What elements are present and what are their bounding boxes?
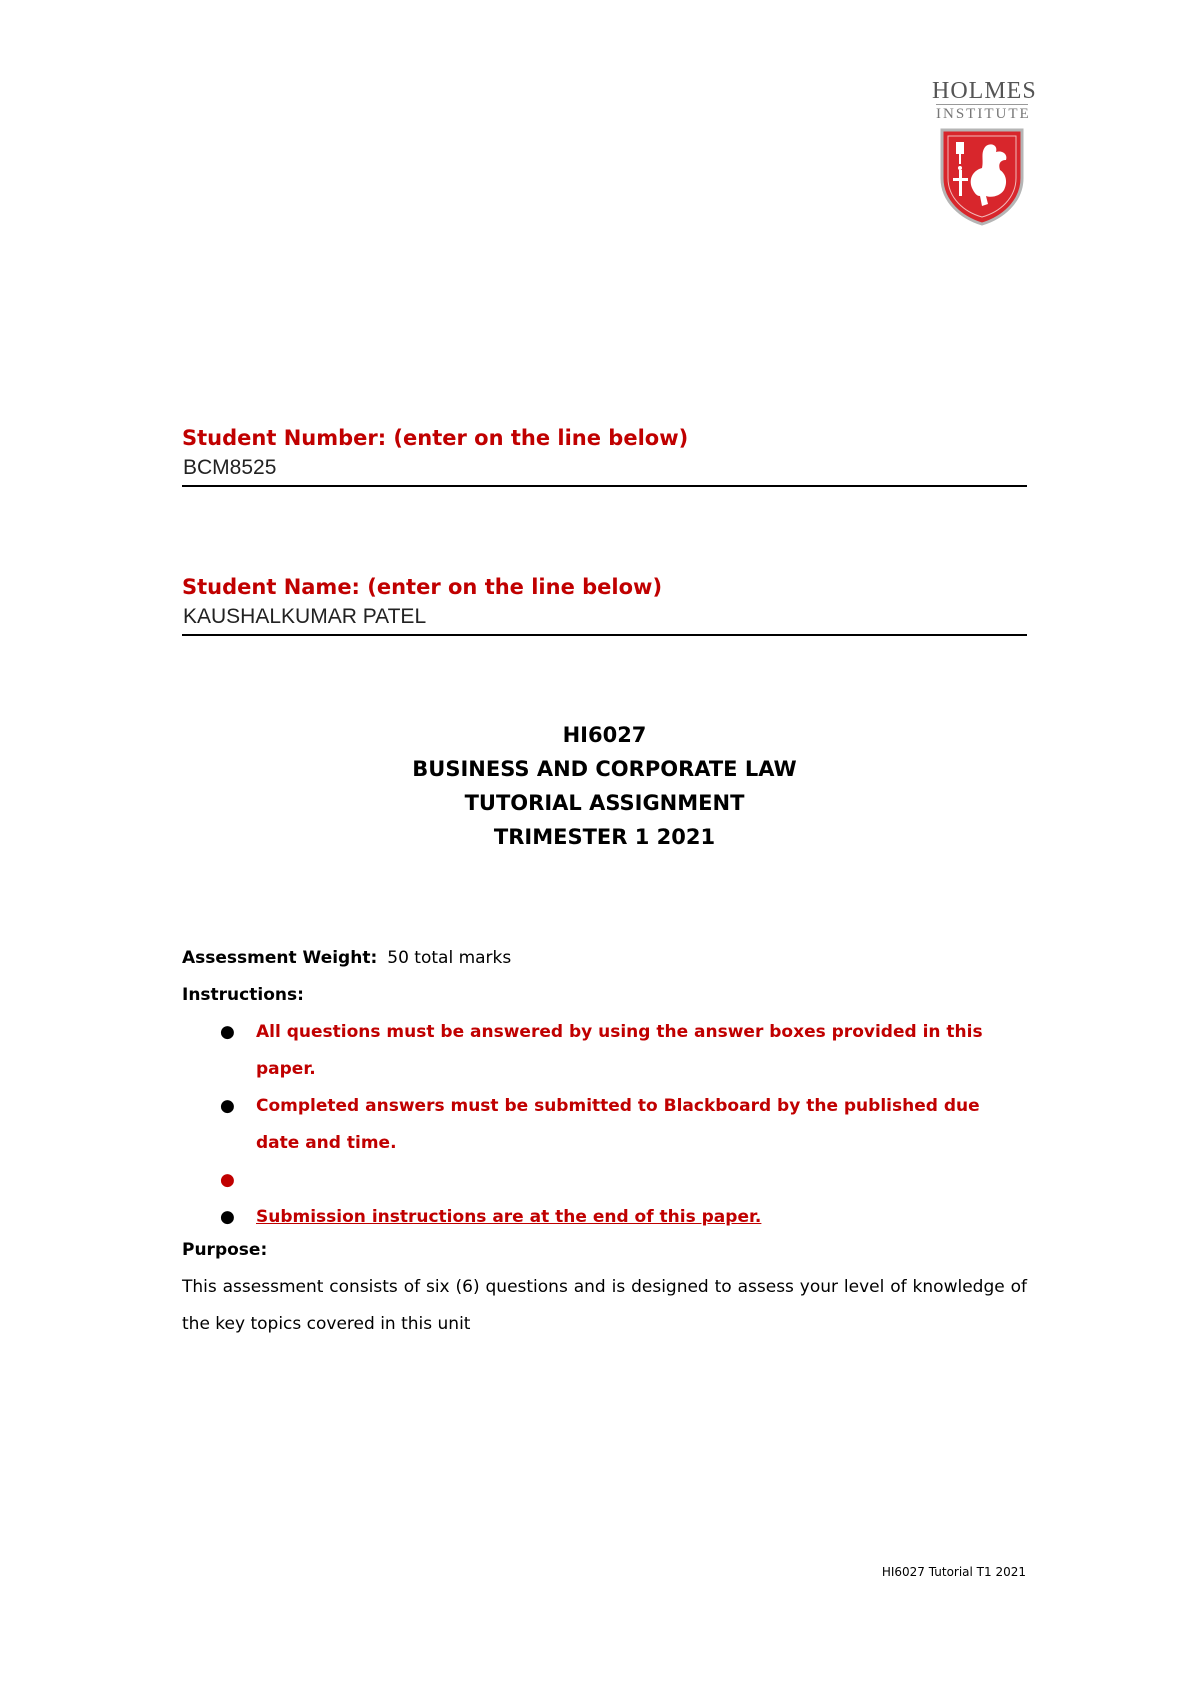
- instruction-item: [182, 1014, 1027, 1088]
- student-name-value[interactable]: KAUSHALKUMAR PATEL: [183, 605, 427, 628]
- assessment-weight-label: Assessment Weight:: [182, 948, 378, 968]
- logo-title: HOLMES: [932, 78, 1037, 104]
- bullet-icon: ●: [220, 1096, 235, 1116]
- instruction-item: [182, 1199, 1027, 1236]
- holmes-logo: [932, 78, 1037, 226]
- instruction-text: Submission instructions are at the end of this paper.: [256, 1207, 762, 1227]
- student-name-line: [182, 634, 1027, 636]
- instruction-item: [182, 1162, 1027, 1199]
- bullet-icon: ●: [220, 1022, 235, 1042]
- instructions-label: Instructions:: [182, 985, 304, 1005]
- purpose-text: This assessment consists of six (6) questions and is designed to assess your level of knowledge of the key topics covered in this unit: [182, 1277, 1027, 1334]
- student-name-label: Student Name: (enter on the line below): [182, 575, 663, 599]
- purpose-section: [182, 1232, 1027, 1343]
- instructions-list: [182, 1014, 1027, 1236]
- instruction-item: [182, 1088, 1027, 1162]
- page-footer: HI6027 Tutorial T1 2021: [881, 1565, 1026, 1579]
- course-code: HI6027: [562, 723, 647, 747]
- purpose-label: Purpose:: [182, 1240, 268, 1260]
- student-name-block: [182, 572, 1027, 636]
- document-title: [182, 718, 1027, 854]
- student-number-value[interactable]: BCM8525: [183, 456, 277, 479]
- assignment-type: TUTORIAL ASSIGNMENT: [464, 791, 745, 815]
- instruction-text: All questions must be answered by using the answer boxes provided in this paper.: [256, 1022, 983, 1079]
- student-number-line: [182, 485, 1027, 487]
- assessment-section: [182, 940, 1027, 1236]
- student-number-block: [182, 423, 1027, 487]
- student-number-label: Student Number: (enter on the line below): [182, 426, 689, 450]
- instruction-text: Completed answers must be submitted to Blackboard by the published due date and time.: [256, 1096, 980, 1153]
- logo-subtitle: INSTITUTE: [936, 106, 1031, 122]
- bullet-icon: ●: [220, 1170, 235, 1190]
- griffin-shield-icon: [938, 126, 1026, 226]
- assessment-weight-value: 50 total marks: [387, 948, 512, 968]
- assessment-weight: [182, 940, 1027, 977]
- course-name: BUSINESS AND CORPORATE LAW: [412, 757, 797, 781]
- bullet-icon: ●: [220, 1207, 235, 1227]
- trimester: TRIMESTER 1 2021: [493, 825, 716, 849]
